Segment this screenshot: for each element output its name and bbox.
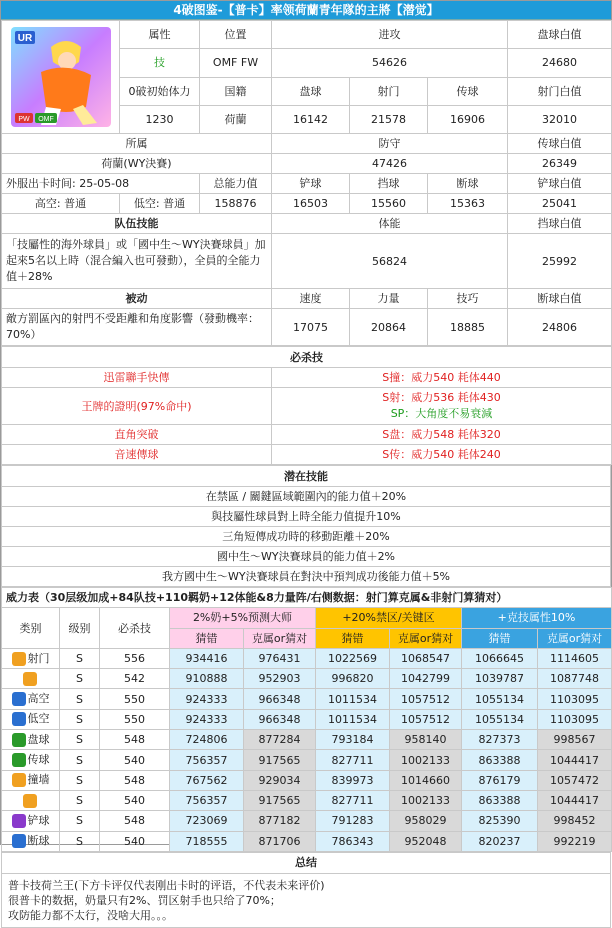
power-level: S <box>60 689 100 709</box>
power-value: 20864 <box>350 309 428 346</box>
power-value: 958140 <box>390 730 462 750</box>
shoot-header: 射门 <box>350 77 428 105</box>
dribble-value: 16142 <box>272 105 350 133</box>
power-value: 917565 <box>244 790 316 810</box>
power-value: 1011534 <box>316 709 390 729</box>
power-value: 1042799 <box>390 669 462 689</box>
power-value: 1044417 <box>538 790 612 810</box>
power-value: 839973 <box>316 770 390 790</box>
sub-right: 克属or猜对 <box>244 628 316 648</box>
info-table <box>1 20 612 346</box>
power-level: S <box>60 648 100 668</box>
skill-type-icon <box>12 773 26 787</box>
pan-white-value: 24680 <box>508 49 612 77</box>
nation-value: 荷蘭 <box>200 105 272 133</box>
col-type: 类别 <box>2 608 60 649</box>
attr-value: 技 <box>120 49 200 77</box>
team-skill-header: 队伍技能 <box>2 214 272 234</box>
power-value: 958029 <box>390 811 462 831</box>
power-special: 540 <box>100 750 170 770</box>
latent-item: 我方國中生～WY決賽球員在對決中預判成功後能力值＋5% <box>2 567 611 587</box>
skill-type-icon <box>12 733 26 747</box>
power-special: 550 <box>100 689 170 709</box>
power-value: 825390 <box>462 811 538 831</box>
block-white-header: 挡球白值 <box>508 214 612 234</box>
power-type <box>2 770 60 790</box>
skill-type-icon <box>12 712 26 726</box>
power-value: 767562 <box>170 770 244 790</box>
latent-skills-table <box>1 465 611 587</box>
summary-line: 攻防能力都不太行，没啥大用。。。 <box>8 908 173 922</box>
pass-value: 16906 <box>428 105 508 133</box>
dribble-header: 盘球 <box>272 77 350 105</box>
tackle-value: 16503 <box>272 194 350 214</box>
power-type <box>2 811 60 831</box>
power-value: 924333 <box>170 709 244 729</box>
power-type <box>2 750 60 770</box>
power-type <box>2 648 60 668</box>
total-header: 总能力值 <box>200 174 272 194</box>
total-value: 158876 <box>200 194 272 214</box>
low-ball: 低空: 普通 <box>120 194 200 214</box>
col-special: 必杀技 <box>100 608 170 649</box>
power-value: 966348 <box>244 689 316 709</box>
power-table <box>1 587 612 852</box>
def-header: 防守 <box>272 134 508 154</box>
power-value: 1068547 <box>390 648 462 668</box>
power-value: 1055134 <box>462 689 538 709</box>
nation-header: 国籍 <box>200 77 272 105</box>
special-effect: S盘：威力548 耗体320 <box>272 425 612 445</box>
latent-item: 三角短傳成功時的移動距離＋20% <box>2 527 611 547</box>
power-value: 952048 <box>390 831 462 851</box>
summary-line: 很普卡的数据，奶量只有2%、罚区射手也只给了70%； <box>8 893 281 907</box>
release-date: 外服出卡时间: 25-05-08 <box>2 174 200 194</box>
special-effect: S撞：威力540 耗体440 <box>272 368 612 388</box>
special-skills-table <box>1 346 612 465</box>
power-type-label: 低空 <box>27 712 50 726</box>
power-value: 1103095 <box>538 709 612 729</box>
power-value: 952903 <box>244 669 316 689</box>
latent-item: 國中生～WY決賽球員的能力值＋2% <box>2 547 611 567</box>
sub-guess: 猜错 <box>462 628 538 648</box>
power-value: 1057512 <box>390 689 462 709</box>
power-special: 550 <box>100 709 170 729</box>
rarity-badge: UR <box>17 33 32 44</box>
high-ball: 高空: 普通 <box>2 194 120 214</box>
power-value: 1044417 <box>538 750 612 770</box>
power-value: 820237 <box>462 831 538 851</box>
power-value: 718555 <box>170 831 244 851</box>
group-header-1: 2%奶+5%预测大师 <box>170 608 316 628</box>
atk-value: 54626 <box>272 49 508 77</box>
power-title: 威力表（30层级加成+84队技+110羁奶+12体能&8力量阵/右侧数据：射门算克属&非射门算猜对） <box>2 588 612 608</box>
power-value: 723069 <box>170 811 244 831</box>
sub-guess: 猜错 <box>316 628 390 648</box>
power-value: 827373 <box>462 730 538 750</box>
passive-header: 被动 <box>2 289 272 309</box>
power-value: 976431 <box>244 648 316 668</box>
power-row <box>2 730 612 750</box>
power-value: 877284 <box>244 730 316 750</box>
power-type-label: 断球 <box>27 834 50 848</box>
position-badge: OMF <box>37 116 54 123</box>
power-value: 786343 <box>316 831 390 851</box>
power-row <box>2 689 612 709</box>
power-value: 1011534 <box>316 689 390 709</box>
atk-header: 进攻 <box>272 21 508 49</box>
power-row <box>2 831 612 851</box>
power-level: S <box>60 750 100 770</box>
power-special: 548 <box>100 770 170 790</box>
power-type <box>2 831 60 851</box>
pass-header: 传球 <box>428 77 508 105</box>
power-level: S <box>60 709 100 729</box>
technique-header: 技巧 <box>428 289 508 309</box>
power-value: 1057472 <box>538 770 612 790</box>
power-type <box>2 689 60 709</box>
power-type-label: 射门 <box>27 651 50 665</box>
special-effect: S射：威力536 耗体430 <box>382 391 501 404</box>
group-header-3: +克技属性10% <box>462 608 612 628</box>
summary-body <box>2 873 611 927</box>
power-level: S <box>60 811 100 831</box>
special-name: 音速傳球 <box>2 445 272 465</box>
power-value: 1022569 <box>316 648 390 668</box>
power-value: 1055134 <box>462 709 538 729</box>
power-row <box>2 648 612 668</box>
power-value: 756357 <box>170 790 244 810</box>
intercept-white-value: 24806 <box>508 309 612 346</box>
power-level: S <box>60 730 100 750</box>
skill-type-icon <box>12 753 26 767</box>
power-value: 724806 <box>170 730 244 750</box>
power-value: 1103095 <box>538 689 612 709</box>
power-value: 998567 <box>538 730 612 750</box>
stamina-header: 0破初始体力 <box>120 77 200 105</box>
skill-type-icon <box>12 834 26 848</box>
power-special: 556 <box>100 648 170 668</box>
power-type <box>2 730 60 750</box>
power-row <box>2 811 612 831</box>
power-type-label: 传球 <box>27 753 50 767</box>
skill-type-icon <box>12 652 26 666</box>
power-type-label: 撞墙 <box>27 773 50 787</box>
power-value: 793184 <box>316 730 390 750</box>
latent-item: 與技屬性球員對上時全能力值提升10% <box>2 507 611 527</box>
sub-guess: 猜错 <box>170 628 244 648</box>
sub-right: 克属or猜对 <box>538 628 612 648</box>
power-value: 1114605 <box>538 648 612 668</box>
power-value: 876179 <box>462 770 538 790</box>
player-portrait <box>11 27 111 127</box>
passive-text: 敵方罰區內的射門不受距離和角度影響（發動機率：70%） <box>2 309 272 346</box>
stamina-value: 1230 <box>120 105 200 133</box>
power-value: 1087748 <box>538 669 612 689</box>
col-level: 级别 <box>60 608 100 649</box>
skill-type-icon <box>12 814 26 828</box>
special-effect: S传：威力540 耗体240 <box>272 445 612 465</box>
power-special: 542 <box>100 669 170 689</box>
special-name: 迅雷聯手快傳 <box>2 368 272 388</box>
power-type-label: 盘球 <box>27 732 50 746</box>
pass-white-value: 26349 <box>508 154 612 174</box>
skill-type-icon <box>12 692 26 706</box>
block-white-value: 25992 <box>508 234 612 289</box>
pan-white-header: 盘球白值 <box>508 21 612 49</box>
power-value: 966348 <box>244 709 316 729</box>
tackle-white-value: 25041 <box>508 194 612 214</box>
power-row <box>2 669 612 689</box>
block-value: 15560 <box>350 194 428 214</box>
power-value: 992219 <box>538 831 612 851</box>
power-value: 756357 <box>170 750 244 770</box>
power-value: 934416 <box>170 648 244 668</box>
power-value: 910888 <box>170 669 244 689</box>
power-level: S <box>60 831 100 851</box>
block-header: 挡球 <box>350 174 428 194</box>
power-value: 827711 <box>316 790 390 810</box>
shoot-white-value: 32010 <box>508 105 612 133</box>
power-type-label: 高空 <box>27 692 50 706</box>
power-value: 791283 <box>316 811 390 831</box>
power-type-label: 铲球 <box>27 813 50 827</box>
team-value: 荷蘭(WY決賽) <box>2 154 272 174</box>
power-value: 863388 <box>462 790 538 810</box>
sub-right: 克属or猜对 <box>390 628 462 648</box>
power-value: 996820 <box>316 669 390 689</box>
shoot-value: 21578 <box>350 105 428 133</box>
latent-item: 在禁區 / 關鍵區域範圍內的能力值＋20% <box>2 487 611 507</box>
power-value: 1057512 <box>390 709 462 729</box>
power-row <box>2 750 612 770</box>
power-value: 827711 <box>316 750 390 770</box>
pos-value: OMF FW <box>200 49 272 77</box>
summary-header: 总结 <box>2 852 611 873</box>
tackle-header: 铲球 <box>272 174 350 194</box>
special-note: SP：大角度不易衰減 <box>390 407 493 420</box>
special-name: 王牌的證明(97%命中) <box>2 388 272 425</box>
power-header: 力量 <box>350 289 428 309</box>
speed-value: 17075 <box>272 309 350 346</box>
attr-header: 属性 <box>120 21 200 49</box>
power-value: 1002133 <box>390 750 462 770</box>
power-row <box>2 709 612 729</box>
shoot-white-header: 射门白值 <box>508 77 612 105</box>
pos-header: 位置 <box>200 21 272 49</box>
pass-white-header: 传球白值 <box>508 134 612 154</box>
special-effect-cell <box>272 388 612 425</box>
stamina2-header: 体能 <box>272 214 508 234</box>
latent-header: 潜在技能 <box>2 466 611 487</box>
power-special: 540 <box>100 790 170 810</box>
page-title: 4破图鉴-【普卡】率领荷蘭青年隊的主將【潜觉】 <box>1 1 611 20</box>
summary-line: 普卡技荷兰王(下方卡评仅代表刚出卡时的评语，不代表未来评价) <box>8 878 325 892</box>
pw-badge: PW <box>17 116 30 123</box>
player-portrait-cell <box>2 21 120 134</box>
power-value: 871706 <box>244 831 316 851</box>
power-value: 998452 <box>538 811 612 831</box>
power-value: 877182 <box>244 811 316 831</box>
power-value: 929034 <box>244 770 316 790</box>
intercept-header: 断球 <box>428 174 508 194</box>
power-value: 1014660 <box>390 770 462 790</box>
power-value: 1002133 <box>390 790 462 810</box>
skill-type-icon <box>23 672 37 686</box>
power-value: 1039787 <box>462 669 538 689</box>
special-header: 必杀技 <box>2 347 612 368</box>
speed-header: 速度 <box>272 289 350 309</box>
power-level: S <box>60 770 100 790</box>
technique-value: 18885 <box>428 309 508 346</box>
power-type <box>2 669 60 689</box>
power-row <box>2 790 612 810</box>
power-type <box>2 790 60 810</box>
power-special: 540 <box>100 831 170 851</box>
power-value: 917565 <box>244 750 316 770</box>
def-value: 47426 <box>272 154 508 174</box>
group-header-2: +20%禁区/关键区 <box>316 608 462 628</box>
power-special: 548 <box>100 811 170 831</box>
power-value: 1066645 <box>462 648 538 668</box>
power-row <box>2 770 612 790</box>
summary-table <box>1 852 611 928</box>
intercept-value: 15363 <box>428 194 508 214</box>
team-skill-text: 「技屬性的海外球員」或「國中生～WY決賽球員」加起來5名以上時（混合編入也可發動），全員的全能力值＋28% <box>2 234 272 289</box>
power-level: S <box>60 669 100 689</box>
power-value: 863388 <box>462 750 538 770</box>
power-value: 924333 <box>170 689 244 709</box>
stamina2-value: 56824 <box>272 234 508 289</box>
team-header: 所属 <box>2 134 272 154</box>
intercept-white-header: 断球白值 <box>508 289 612 309</box>
power-type <box>2 709 60 729</box>
skill-type-icon <box>23 794 37 808</box>
special-name: 直角突破 <box>2 425 272 445</box>
tackle-white-header: 铲球白值 <box>508 174 612 194</box>
power-special: 548 <box>100 730 170 750</box>
power-level: S <box>60 790 100 810</box>
